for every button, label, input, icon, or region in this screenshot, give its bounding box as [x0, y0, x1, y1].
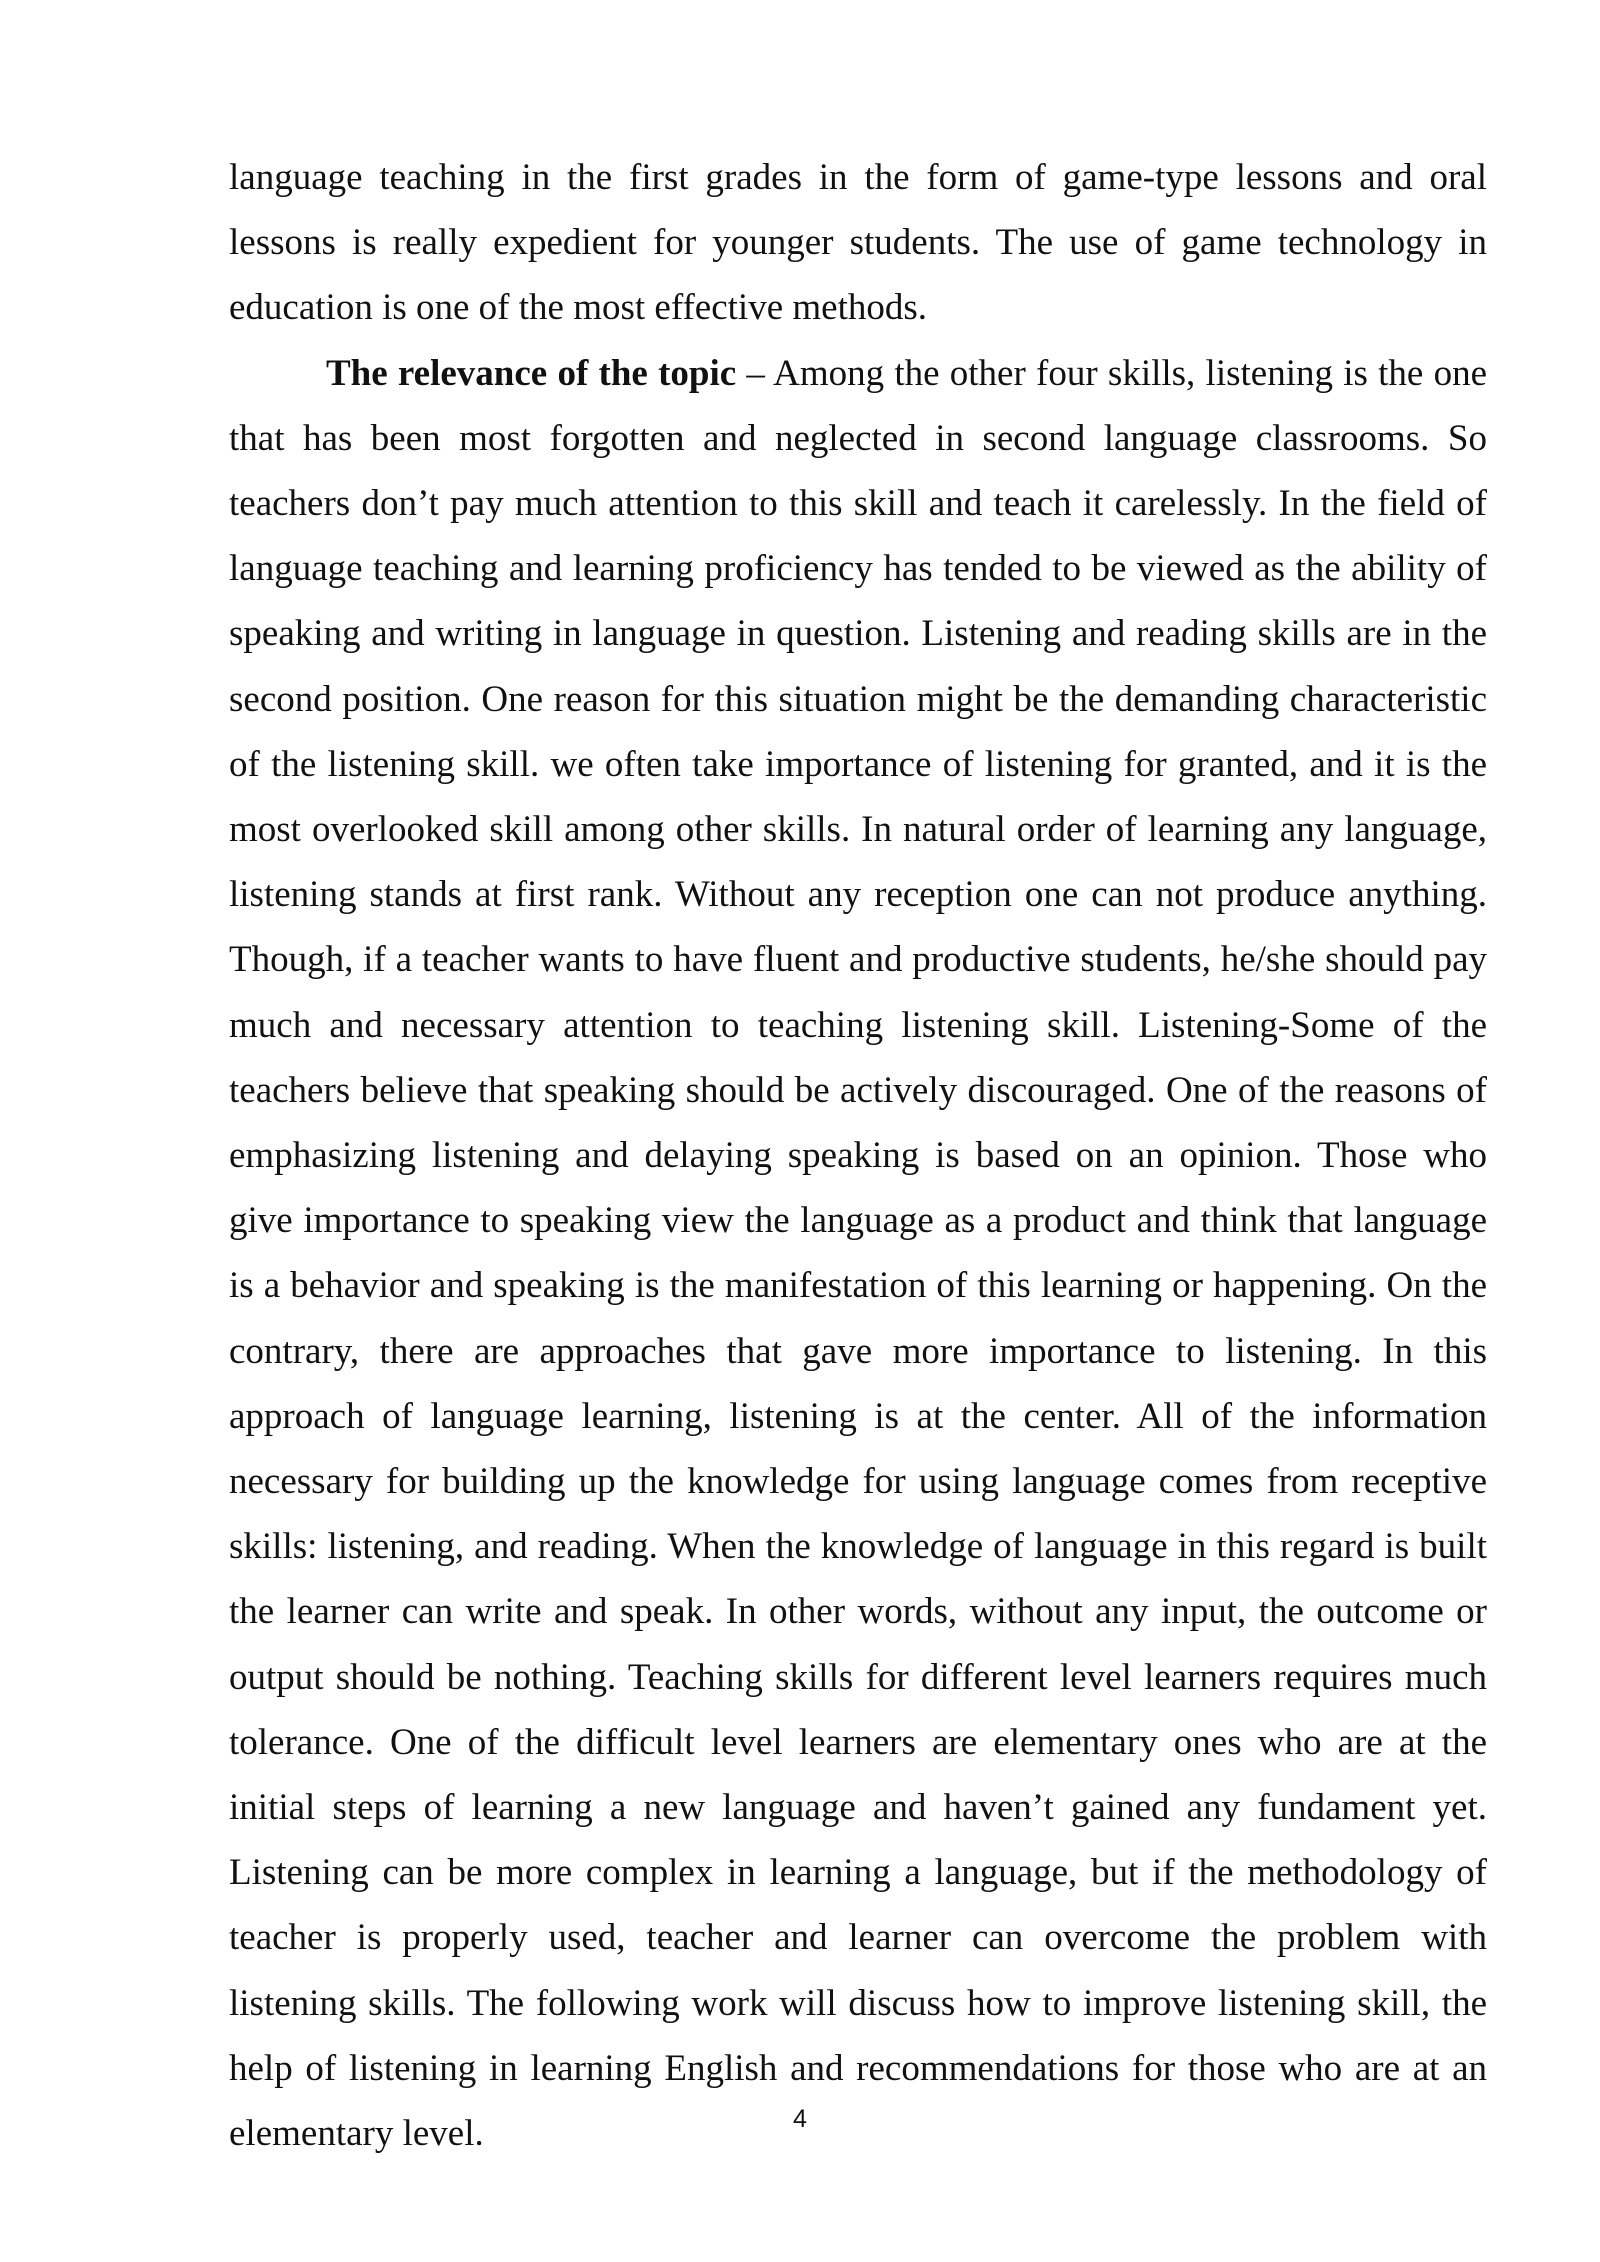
- relevance-body: Among the other four skills, listening is the one that has been most forgotten and neglected in second language classrooms. So teachers don’t pay much attention to this skill and teach it carelessly. In the field of language teaching and learning proficiency has tended to be viewed as the ability of speaking and writing in language in question. Listening and reading skills are in the second position. One reason for this situation might be the demanding characteristic of the listening skill. we often take importance of listening for granted, and it is the most overlooked skill among other skills. In natural order of learning any language, listening stands at first rank. Without any reception one can not produce anything. Though, if a teacher wants to have fluent and productive students, he/she should pay much and necessary attention to teaching listening skill. Listening-Some of the teachers believe that speaking should be actively discouraged. One of the reasons of emphasizing listening and delaying speaking is based on an opinion. Those who give importance to speaking view the language as a product and think that language is a behavior and speaking is the manifestation of this learning or happening. On the contrary, there are approaches that gave more importance to listening. In this approach of language learning, listening is at the center. All of the information necessary for building up the knowledge for using language comes from receptive skills: listening, and reading. When the knowledge of language in this regard is built the learner can write and speak. In other words, without any input, the outcome or output should be nothing. Teaching skills for different level learners requires much tolerance. One of the difficult level learners are elementary ones who are at the initial steps of learning a new language and haven’t gained any fundament yet. Listening can be more complex in learning a language, but if the methodology of teacher is properly used, teacher and learner can overcome the problem with listening skills. The following work will discuss how to improve listening skill, the help of listening in learning English and recommendations for those who are at an elementary level.: [229, 352, 1487, 2155]
- document-body: [229, 145, 1487, 2166]
- continuation-paragraph: language teaching in the first grades in the form of game-type lessons and oral lessons is really expedient for younger students. The use of game technology in education is one of the most effective methods.: [229, 157, 1487, 329]
- relevance-dash: –: [736, 352, 774, 394]
- page-number: 4: [793, 2105, 807, 2133]
- relevance-paragraph: [229, 341, 1487, 2167]
- relevance-heading: The relevance of the topic: [326, 352, 737, 394]
